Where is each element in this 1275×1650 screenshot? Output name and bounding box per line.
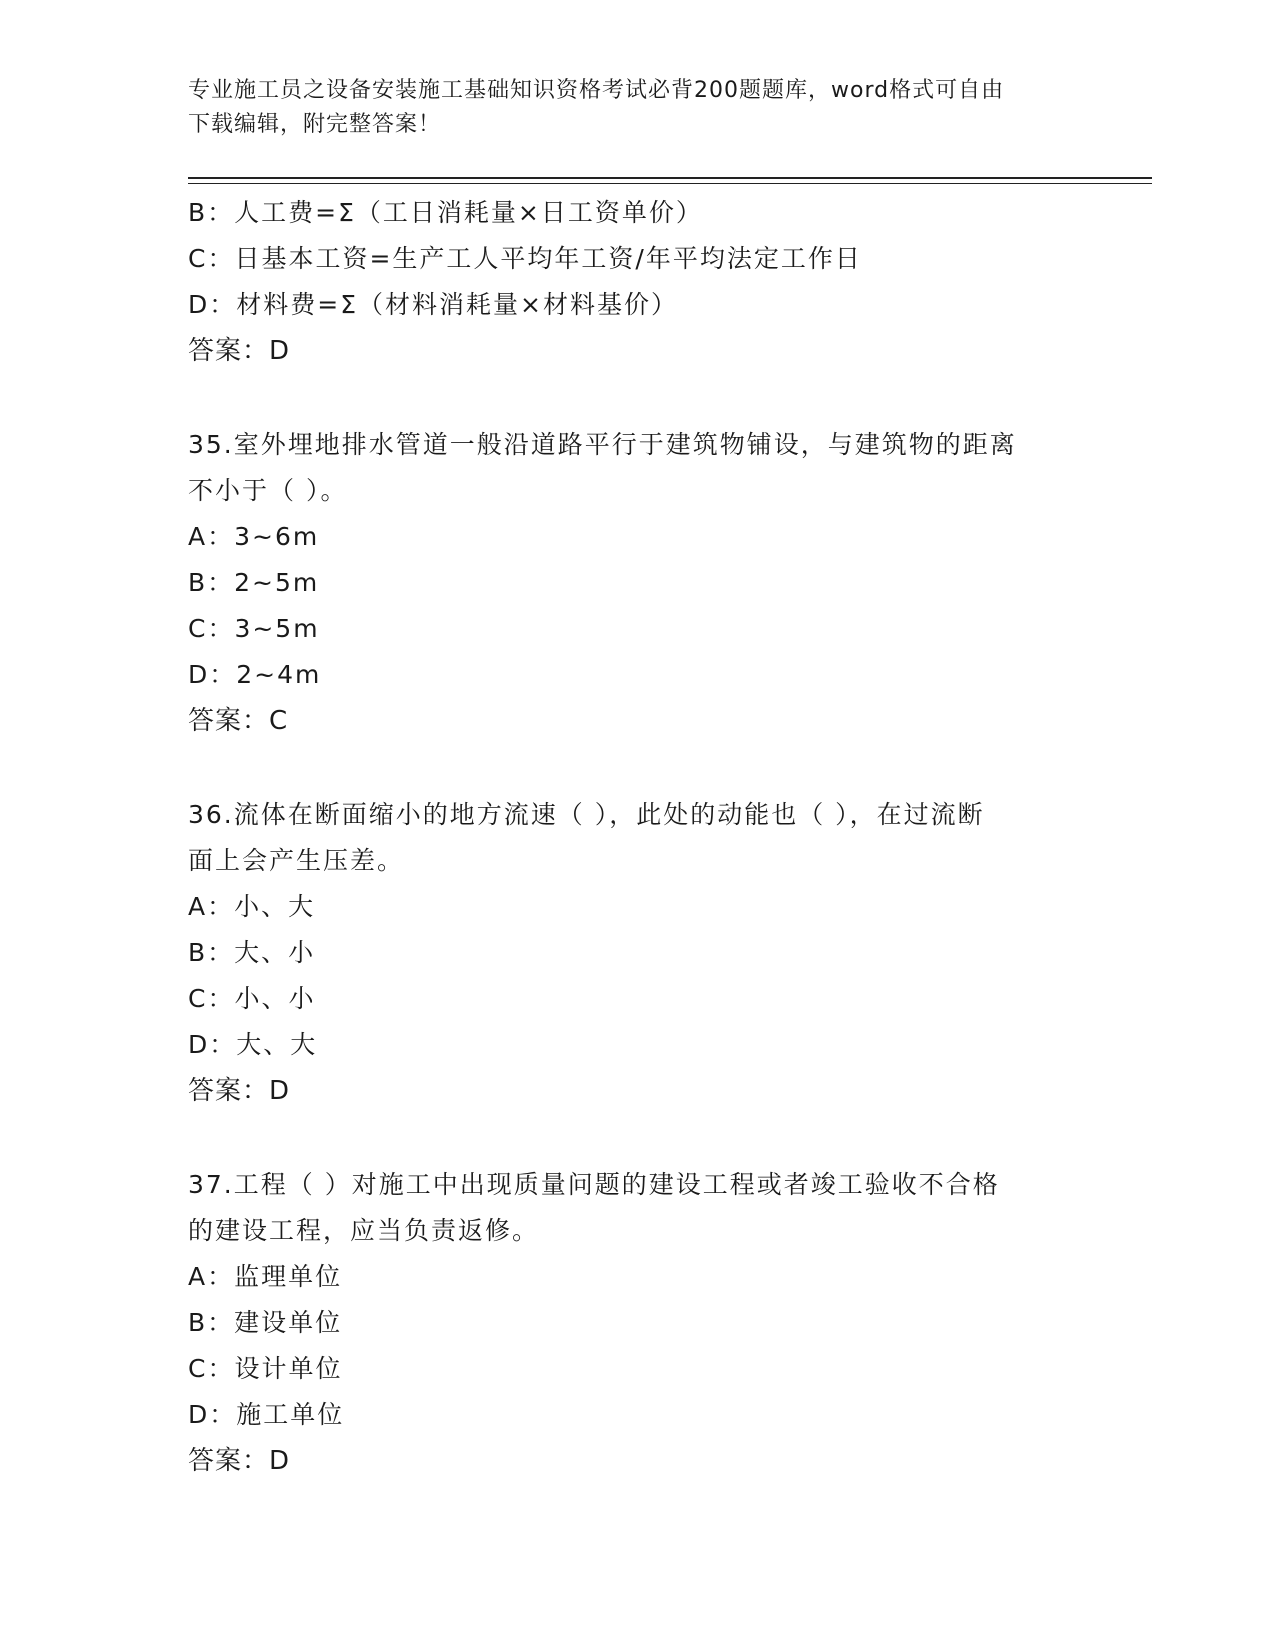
option-c: C：日基本工资=生产工人平均年工资/年平均法定工作日: [188, 244, 862, 273]
answer-label: 答案：D: [188, 336, 291, 366]
question-title-line-2: 不小于（ ）。: [188, 476, 348, 505]
option-a: A：监理单位: [188, 1262, 343, 1291]
question-title-line-2: 面上会产生压差。: [188, 846, 405, 875]
answer-label: 答案：C: [188, 706, 289, 736]
option-a: A：小、大: [188, 892, 316, 921]
option-d: D：施工单位: [188, 1400, 345, 1429]
option-c: C：3~5m: [188, 614, 320, 643]
answer-label: 答案：D: [188, 1076, 291, 1106]
option-b: B：大、小: [188, 938, 316, 967]
question-title-line-1: 37.工程（ ）对施工中出现质量问题的建设工程或者竣工验收不合格: [188, 1170, 1000, 1199]
question-title-line-1: 35.室外埋地排水管道一般沿道路平行于建筑物铺设，与建筑物的距离: [188, 430, 1017, 459]
option-b: B：人工费=Σ（工日消耗量×日工资单价）: [188, 198, 703, 227]
question-36: [188, 792, 1088, 1114]
question-list: [188, 190, 1088, 1484]
option-d: D：大、大: [188, 1030, 318, 1059]
option-d: D：2~4m: [188, 660, 322, 689]
header-line-2: 下载编辑，附完整答案！: [188, 112, 442, 137]
header-line-1: 专业施工员之设备安装施工基础知识资格考试必背200题题库，word格式可自由: [188, 78, 1005, 103]
question-35: [188, 422, 1088, 744]
document-header: [188, 74, 1088, 142]
question-37: [188, 1162, 1088, 1484]
question-34: [188, 190, 1088, 374]
header-rule-thin: [188, 183, 1152, 184]
option-c: C：小、小: [188, 984, 316, 1013]
question-title-line-2: 的建设工程，应当负责返修。: [188, 1216, 540, 1245]
question-title-line-1: 36.流体在断面缩小的地方流速（ ），此处的动能也（ ），在过流断: [188, 800, 985, 829]
option-c: C：设计单位: [188, 1354, 343, 1383]
option-d: D：材料费=Σ（材料消耗量×材料基价）: [188, 290, 678, 319]
option-a: A：3~6m: [188, 522, 320, 551]
header-rule-thick: [188, 177, 1152, 179]
option-b: B：2~5m: [188, 568, 320, 597]
answer-label: 答案：D: [188, 1446, 291, 1476]
option-b: B：建设单位: [188, 1308, 343, 1337]
